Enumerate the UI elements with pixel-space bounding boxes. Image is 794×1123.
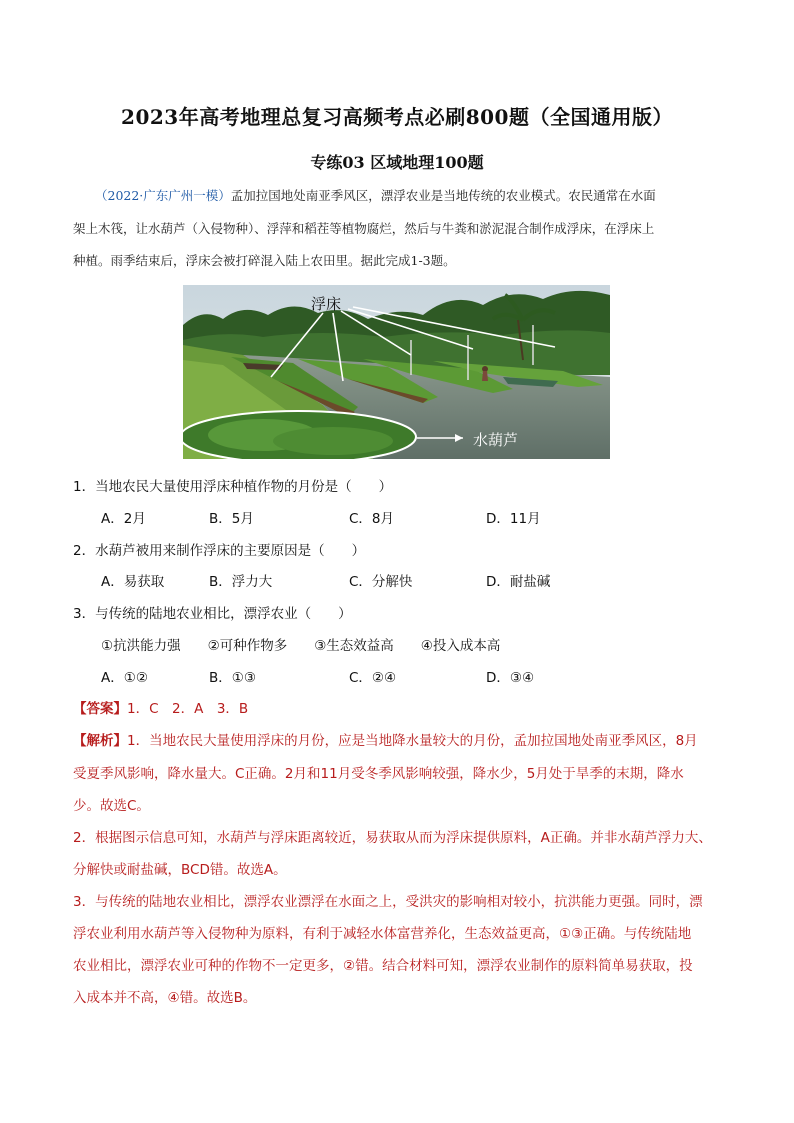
explanation-line-4: 2．根据图示信息可知，水葫芦与浮床距离较近，易获取从而为浮床提供原料，A正确。并非水葫芦浮力大、 bbox=[73, 830, 712, 846]
question-2-stem: 2．水葫芦被用来制作浮床的主要原因是（ ） bbox=[73, 543, 366, 559]
intro-line-2: 架上木筏，让水葫芦（入侵物种）、浮萍和稻茬等植物腐烂，然后与牛粪和淤泥混合制作成浮床，在浮床上 bbox=[73, 221, 655, 236]
explanation-line-5: 分解快或耐盐碱，BCD错。故选A。 bbox=[73, 862, 287, 878]
question-1-option-a[interactable]: A．2月 bbox=[101, 511, 146, 527]
question-3-option-a[interactable]: A．①② bbox=[101, 670, 148, 686]
explanation-line-7: 浮农业利用水葫芦等入侵物种为原料，有利于减轻水体富营养化，生态效益更高，①③正确。与传统陆地 bbox=[73, 926, 692, 942]
water-hyacinth-label: 水葫芦 bbox=[473, 431, 519, 449]
document-title: 2023年高考地理总复习高频考点必刷800题（全国通用版） bbox=[121, 105, 673, 129]
intro-line-3: 种植。雨季结束后，浮床会被打碎混入陆上农田里。据此完成1-3题。 bbox=[73, 253, 456, 268]
explanation-line-1: 【解析】1．当地农民大量使用浮床的月份，应是当地降水量较大的月份，孟加拉国地处南亚季风区，8月 bbox=[73, 733, 698, 749]
answer-label: 【答案】 bbox=[73, 701, 127, 717]
question-3-stem: 3．与传统的陆地农业相比，漂浮农业（ ） bbox=[73, 606, 352, 622]
floating-bed-photo-drawing bbox=[183, 285, 610, 459]
intro-line-1: （2022·广东广州一模）孟加拉国地处南亚季风区，漂浮农业是当地传统的农业模式。农民通常在水面 bbox=[95, 188, 656, 203]
explanation-line-3: 少。故选C。 bbox=[73, 798, 150, 814]
answer-line bbox=[73, 697, 248, 717]
answer-text: 1．C 2．A 3．B bbox=[127, 701, 249, 717]
question-3-option-b[interactable]: B．①③ bbox=[209, 670, 256, 686]
question-2-option-c[interactable]: C．分解快 bbox=[349, 574, 413, 590]
explanation-label: 【解析】 bbox=[73, 733, 127, 749]
question-2-option-d[interactable]: D．耐盐碱 bbox=[486, 574, 551, 590]
question-1-option-d[interactable]: D．11月 bbox=[486, 511, 541, 527]
question-3-option-d[interactable]: D．③④ bbox=[486, 670, 535, 686]
explanation-line-9: 入成本并不高，④错。故选B。 bbox=[73, 990, 257, 1006]
question-1-stem: 1．当地农民大量使用浮床种植作物的月份是（ ） bbox=[73, 479, 393, 495]
question-2-option-b[interactable]: B．浮力大 bbox=[209, 574, 273, 590]
explanation-line-2: 受夏季风影响，降水量大。C正确。2月和11月受冬季风影响较强，降水少，5月处于旱季的末期，降水 bbox=[73, 766, 684, 782]
question-1-option-c[interactable]: C．8月 bbox=[349, 511, 395, 527]
question-3-statements: ①抗洪能力强 ②可种作物多 ③生态效益高 ④投入成本高 bbox=[101, 638, 501, 654]
explanation-line-8: 农业相比，漂浮农业可种的作物不一定更多，②错。结合材料可知，漂浮农业制作的原料简单易获取，投 bbox=[73, 958, 693, 974]
question-1-option-b[interactable]: B．5月 bbox=[209, 511, 254, 527]
document-subtitle: 专练03 区域地理100题 bbox=[310, 153, 484, 172]
floating-bed-label: 浮床 bbox=[311, 295, 342, 313]
explanation-line-6: 3．与传统的陆地农业相比，漂浮农业漂浮在水面之上，受洪灾的影响相对较小，抗洪能力更强。同时，漂 bbox=[73, 894, 703, 910]
question-source: （2022·广东广州一模） bbox=[95, 188, 231, 203]
floating-bed-photo bbox=[183, 285, 610, 459]
question-2-option-a[interactable]: A．易获取 bbox=[101, 574, 165, 590]
question-3-option-c[interactable]: C．②④ bbox=[349, 670, 397, 686]
